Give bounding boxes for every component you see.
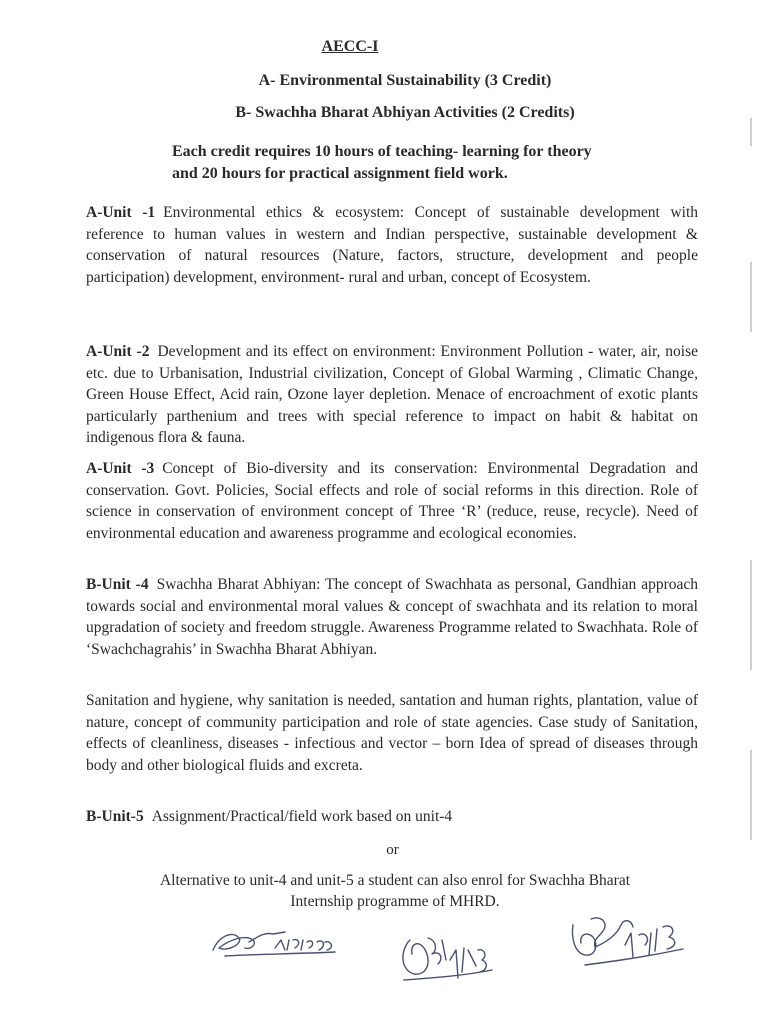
subtitle-a: A- Environmental Sustainability (3 Credit) [258, 72, 552, 89]
scan-edge-mark [750, 560, 752, 670]
credit-note [172, 141, 672, 185]
unit-b5-paragraph [86, 806, 698, 828]
or-separator: or [386, 842, 399, 858]
subtitle-b: B- Swachha Bharat Abhiyan Activities (2 Credits) [235, 104, 575, 121]
unit-a1-paragraph [86, 202, 698, 288]
unit-heading: B-Unit -4 [86, 576, 149, 593]
alternative-line-1: Alternative to unit-4 and unit-5 a student can also enrol for Swachha Bharat [159, 872, 631, 889]
unit-heading: A-Unit -2 [86, 343, 150, 360]
unit-text: Environmental ethics & ecosystem: Concept of sustainable development with reference to human values in western and Indian perspective, sustainable development & conservation of natural resources (Nature, factors, structure, development and people participation) development, environment- rural and urban, concept of Ecosystem. [86, 204, 699, 286]
unit-b4-paragraph [86, 574, 698, 660]
course-code: AECC-I [321, 38, 379, 55]
unit-text: Concept of Bio-diversity and its conservation: Environmental Degradation and conservation. Govt. Policies, Social effects and role of social reforms in this direction. Role of science in conservation of environment concept of Three ‘R’ (reduce, reuse, recycle). Need of environmental education and awareness programme and ecological economies. [86, 460, 698, 542]
unit-text: Swachha Bharat Abhiyan: The concept of Swachhata as personal, Gandhian approach towards social and environmental moral values & concept of swachhata and its relation to moral upgradation of society and freedom struggle. Awareness Programme related to Swachhata. Role of ‘Swachchagrahis’ in Swachha Bharat Abhiyan. [86, 576, 698, 658]
credit-note-line-1: Each credit requires 10 hours of teaching- learning for theory [172, 143, 592, 160]
unit-a2-paragraph [86, 341, 698, 449]
unit-text: Assignment/Practical/field work based on unit-4 [151, 808, 453, 825]
credit-note-line-2: and 20 hours for practical assignment field work. [172, 165, 508, 182]
alternative-line-2: Internship programme of MHRD. [290, 893, 500, 910]
unit-heading: A-Unit -3 [86, 460, 155, 477]
sanitation-paragraph [86, 690, 698, 776]
unit-text: Sanitation and hygiene, why sanitation is needed, santation and human rights, plantation, value of nature, concept of community participation and role of state agencies. Case study of Sanitation, effects of cleanliness, diseases - infectious and vector – born Idea of spread of diseases through body and other biological fluids and excreta. [86, 692, 698, 774]
signature-1 [205, 918, 345, 968]
unit-heading: A-Unit -1 [86, 204, 156, 221]
scan-edge-mark [750, 118, 752, 146]
signature-3 [565, 905, 695, 975]
unit-a3-paragraph [86, 458, 698, 544]
scan-edge-mark [750, 262, 752, 332]
unit-text: Development and its effect on environment: Environment Pollution - water, air, noise etc. due to Urbanisation, Industrial civilization, Concept of Global Warming , Climatic Change, Green House Effect, Acid rain, Ozone layer depletion. Menace of encroachment of exotic plants particularly parthenium and trees with special reference to impact on habit & habitat on indigenous flora & fauna. [86, 343, 698, 446]
unit-heading: B-Unit-5 [86, 808, 144, 825]
scan-edge-mark [750, 750, 752, 840]
signature-2 [392, 920, 512, 990]
